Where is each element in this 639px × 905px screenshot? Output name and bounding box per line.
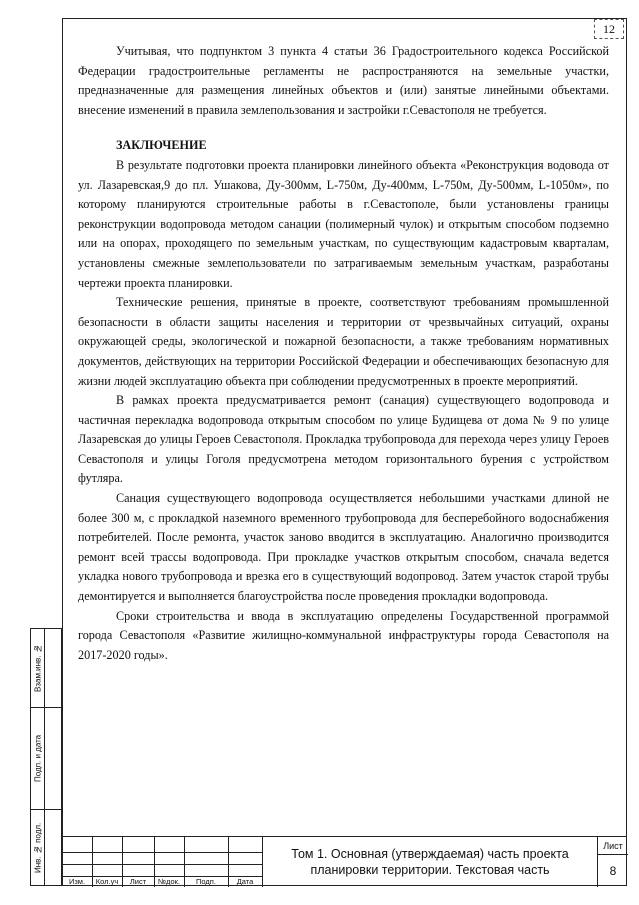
paragraph-1: В результате подготовки проекта планировки линейного объекта «Реконструкция водовода от ул. Лазаревская,9 до пл. Ушакова, Ду-300мм, L-750м, Ду-400мм, L-750м, Ду-500мм, L-1050м», по которому планируются строительные работы в г.Севастополе, были установлены границы реконструкции водопровода методом санации (полимерный чулок) и открытым способом подземно или на опорах, проходящего по земельным участкам, по существующим кадастровым кварталам, установлены смежные землепользователи по затрагиваемым земельным участкам, разработаны чертежи проекта планировки.: [78, 157, 609, 290]
top-page-number: 12: [594, 19, 624, 39]
col-ndok-label: №док.: [158, 877, 180, 886]
sheet-label: Лист: [598, 837, 628, 855]
document-body: [78, 42, 609, 665]
col-podp-label: Подп.: [196, 877, 216, 886]
col-list-label: Лист: [129, 877, 147, 886]
col-data-label: Дата: [236, 877, 254, 886]
conclusion-heading: ЗАКЛЮЧЕНИЕ: [116, 138, 207, 153]
col-kol-label: Кол.уч: [95, 877, 119, 886]
paragraph-2: Технические решения, принятые в проекте, соответствуют требованиям промышленной безопасности в области защиты населения и территории от чрезвычайных ситуаций, охраны окружающей среды, экологической и пожарной безопасности, а также требованиям нормативных документов, действующих на территории Российской Федерации и обеспечивающих безопасную для жизни людей эксплуатацию объекта при соблюдении предусмотренных в проекте мероприятий.: [78, 295, 609, 388]
sheet-cell: [597, 837, 627, 887]
title-block: [62, 836, 627, 886]
side-stamp-value-column: [45, 629, 63, 885]
side-label-inv-podl: Инв. № подл.: [33, 822, 43, 874]
paragraph-5: Сроки строительства и ввода в эксплуатацию определены Государственной программой города Севастополя «Развитие жилищно-коммунальной инфраструктуры города Севастополя на 2017-2020 годы».: [78, 608, 609, 662]
side-stamp: [30, 628, 62, 886]
side-label-zam-inv: Взам.инв. №: [33, 644, 43, 692]
side-label-podp-data: Подп. и дата: [33, 734, 43, 782]
paragraph-3: В рамках проекта предусматривается ремонт (санация) существующего водопровода и частичная перекладка водопровода открытым способом по улице Будищева от дома № 9 по улице Лазаревская до улицы Героев Севастополя. Прокладка трубопровода для перехода через улицу Героев Севастополя и улицы Гоголя предусмотрена методом горизонтального бурения с устройством футляра.: [78, 393, 609, 486]
paragraph-intro: Учитывая, что подпунктом 3 пункта 4 статьи 36 Градостроительного кодекса Российской Федерации градостроительные регламенты не распространяются на земельные участки, предназначенные для размещения линейных объектов и (или) занятые линейными объектами. внесение изменений в правила землепользования и застройки г.Севастополя не требуется.: [78, 44, 609, 117]
paragraph-4: Санация существующего водопровода осуществляется небольшими участками длиной не более 300 м, с прокладкой наземного временного трубопровода для бесперебойного водоснабжения потребителей. После ремонта, участок заново вводится в эксплуатацию. Аналогично производится ремонт всей трассы водопровода. При прокладке участков открытым способом, сначала ведется укладка нового трубопровода и врезка его в существующий водопровод. Затем участок старой трубы демонтируется и выполняется благоустройства после проведения прокладки водопровода.: [78, 491, 609, 604]
col-izm-label: Изм.: [68, 877, 86, 886]
document-title: Том 1. Основная (утверждаемая) часть проекта планировки территории. Текстовая часть: [262, 837, 597, 887]
title-block-grid: [62, 837, 262, 887]
sheet-number: 8: [609, 864, 617, 878]
